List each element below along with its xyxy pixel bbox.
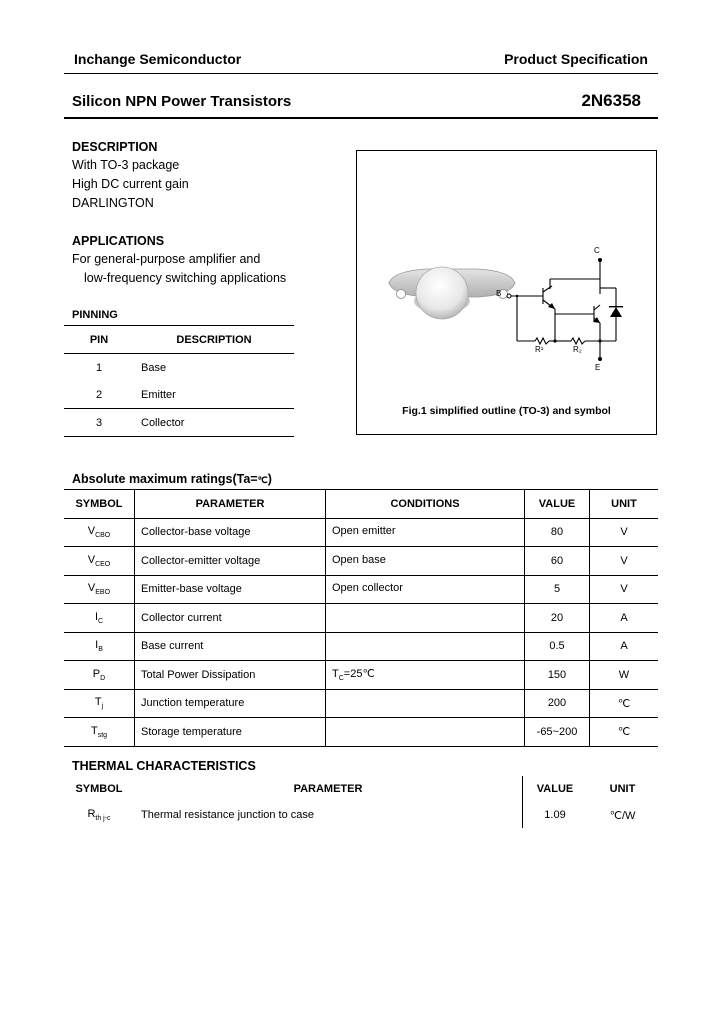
pin-description: Collector (141, 416, 185, 429)
value-cell: 20 (525, 604, 590, 633)
pin-description: Emitter (141, 388, 176, 401)
application-line: For general-purpose amplifier and (72, 252, 261, 266)
parameter-cell: Junction temperature (135, 689, 326, 718)
symbol-cell: $T_{stg}$ (90, 724, 108, 739)
value-cell: 80 (525, 518, 590, 547)
condition-cell: Open base (326, 547, 525, 576)
table-row (64, 575, 658, 604)
title-rule (64, 117, 658, 119)
product-title: Silicon NPN Power Transistors (72, 93, 292, 110)
part-number: 2N6358 (581, 91, 641, 110)
unit-cell: A (590, 604, 659, 633)
unit-cell: V (590, 575, 659, 604)
darlington-symbol (509, 260, 616, 361)
condition-cell: Open emitter (326, 518, 525, 547)
value-cell: 5 (525, 575, 590, 604)
outline-and-symbol-drawing (357, 151, 656, 434)
application-line: low-frequency switching applications (84, 271, 287, 285)
doc-type: Product Specification (504, 51, 648, 67)
column-header: PIN (89, 333, 109, 346)
table-row (64, 354, 294, 382)
unit-cell: V (590, 547, 659, 576)
parameter-cell: Collector-base voltage (135, 518, 326, 547)
column-header: CONDITIONS (326, 490, 525, 519)
symbol-cell: $P_D$ (92, 667, 106, 682)
table-row (64, 718, 658, 747)
header-rule (64, 73, 658, 74)
value-cell: 0.5 (525, 632, 590, 661)
table-row (64, 802, 658, 828)
table-row (64, 381, 294, 409)
condition-cell (326, 632, 525, 661)
table-row (64, 518, 658, 547)
condition-cell: $T_C=25℃$ (326, 661, 525, 690)
table-row (64, 632, 658, 661)
collector-terminal-label: C (594, 246, 600, 255)
unit-cell: ℃/W (609, 809, 636, 822)
parameter-cell: Base current (135, 632, 326, 661)
description-item: High DC current gain (72, 177, 189, 191)
column-header: SYMBOL (75, 497, 123, 510)
symbol-cell: $V_{CBO}$ (87, 525, 111, 540)
thermal-heading: THERMAL CHARACTERISTICS (72, 759, 256, 773)
unit-cell: ℃ (590, 689, 659, 718)
table-row (64, 661, 658, 690)
unit-cell: A (590, 632, 659, 661)
condition-cell: Open collector (326, 575, 525, 604)
condition-cell (326, 604, 525, 633)
pinning-table (64, 325, 294, 437)
table-row (64, 409, 294, 437)
pin-number: 1 (95, 361, 103, 374)
unit-cell: ℃ (590, 718, 659, 747)
symbol-details (507, 258, 623, 361)
figure-box (356, 150, 657, 435)
applications-heading: APPLICATIONS (72, 234, 165, 248)
pin-description: Base (141, 361, 167, 374)
value-cell: 1.09 (523, 802, 588, 828)
condition-cell (326, 689, 525, 718)
unit-cell: V (590, 518, 659, 547)
parameter-cell: Collector-emitter voltage (135, 547, 326, 576)
table-row (64, 689, 658, 718)
value-cell: 200 (525, 689, 590, 718)
r2-label: R₂ (573, 345, 582, 354)
description-item: DARLINGTON (72, 196, 154, 210)
parameter-cell: Collector current (135, 604, 326, 633)
symbol-cell: $I_C$ (94, 610, 104, 625)
table-row (64, 604, 658, 633)
symbol-cell: $V_{CEO}$ (87, 553, 111, 568)
column-header: VALUE (525, 490, 590, 519)
unit-cell: W (590, 661, 659, 690)
symbol-cell: $I_B$ (95, 639, 103, 654)
column-header: VALUE (523, 776, 588, 802)
description-item: With TO-3 package (72, 158, 180, 172)
parameter-cell: Total Power Dissipation (135, 661, 326, 690)
symbol-cell: $R_{th j-c}$ (87, 807, 111, 823)
parameter-cell: Thermal resistance junction to case (141, 809, 315, 821)
pin-number: 2 (95, 388, 103, 401)
emitter-terminal-label: E (595, 363, 601, 372)
table-row (64, 547, 658, 576)
r1-label: R¹ (535, 345, 544, 354)
condition-cell (326, 718, 525, 747)
base-terminal-label: B (496, 289, 502, 298)
value-cell: 150 (525, 661, 590, 690)
description-heading: DESCRIPTION (72, 140, 158, 154)
column-header: PARAMETER (293, 783, 363, 795)
column-header: UNIT (609, 783, 636, 795)
ratings-table (64, 489, 658, 747)
parameter-cell: Emitter-base voltage (135, 575, 326, 604)
column-header: UNIT (590, 490, 659, 519)
value-cell: 60 (525, 547, 590, 576)
pin-number: 3 (95, 416, 103, 429)
parameter-cell: Storage temperature (135, 718, 326, 747)
symbol-cell: $T_j$ (94, 696, 104, 711)
value-cell: -65~200 (525, 718, 590, 747)
symbol-cell: $V_{EBO}$ (87, 582, 111, 597)
column-header: PARAMETER (135, 490, 326, 519)
column-header: SYMBOL (75, 783, 123, 795)
column-header: DESCRIPTION (176, 333, 252, 346)
ratings-heading: Absolute maximum ratings(Ta=℃) (72, 472, 272, 486)
pinning-heading: PINNING (72, 309, 118, 321)
figure-caption: Fig.1 simplified outline (TO-3) and symbol (402, 405, 611, 417)
thermal-table (64, 776, 658, 828)
company-name: Inchange Semiconductor (74, 51, 242, 67)
